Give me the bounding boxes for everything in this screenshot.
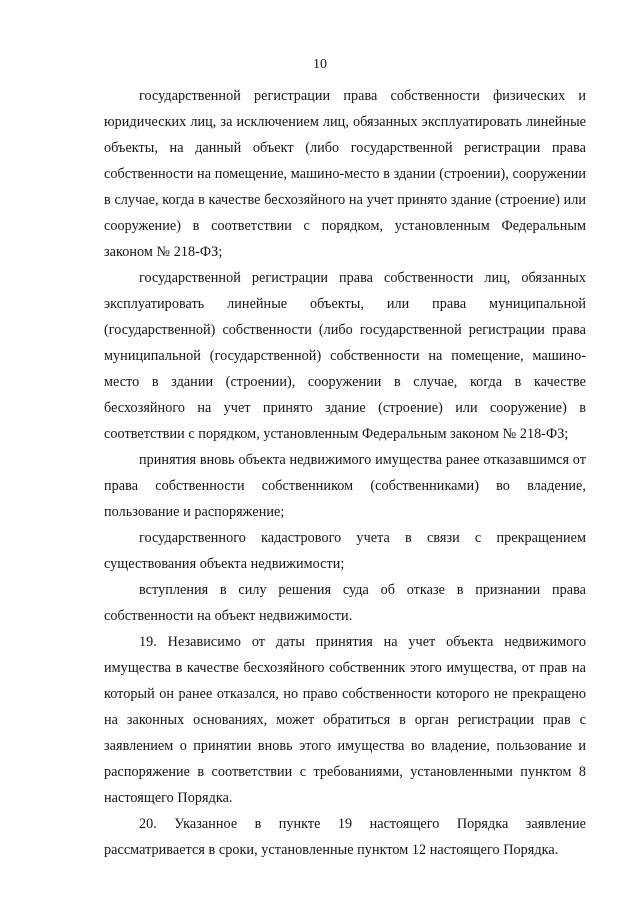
paragraph-acceptance-by-owner: принятия вновь объекта недвижимого имущества ранее отказавшимся от права собственности собственником (собственниками) во владение, пользование и распоряжение; bbox=[104, 452, 586, 520]
paragraph-registration-individuals: государственной регистрации права собственности физических и юридических лиц, за исключением лиц, обязанных эксплуатировать линейные объекты, на данный объект (либо государственной регистрации права собственности на помещение, машино-место в здании (строении), сооружении в случае, когда в качестве бесхозяйного на учет принято здание (строение) или сооружение) в соответствии с порядком, установленным Федеральным законом № 218-ФЗ; bbox=[104, 88, 586, 260]
paragraph-item-20: 20. Указанное в пункте 19 настоящего Порядка заявление рассматривается в сроки, установленные пунктом 12 настоящего Порядка. bbox=[104, 816, 586, 858]
page-number: 10 bbox=[313, 57, 327, 72]
paragraph-court-decision: вступления в силу решения суда об отказе в признании права собственности на объект недвижимости. bbox=[104, 582, 586, 624]
document-body bbox=[104, 83, 586, 863]
paragraph-registration-municipal: государственной регистрации права собственности лиц, обязанных эксплуатировать линейные объекты, или права муниципальной (государственной) собственности (либо государственной регистрации права муниципальной (государственной) собственности на помещение, машино-место в здании (строении), сооружении в случае, когда в качестве бесхозяйного на учет принято здание (строение) или сооружение) в соответствии с порядком, установленным Федеральным законом № 218-ФЗ; bbox=[104, 270, 586, 442]
paragraph-item-19: 19. Независимо от даты принятия на учет объекта недвижимого имущества в качестве бесхозяйного собственник этого имущества, от прав на который он ранее отказался, но право собственности которого не прекращено на законных основаниях, может обратиться в орган регистрации прав с заявлением о принятии вновь этого имущества во владение, пользование и распоряжение в соответствии с требованиями, установленными пунктом 8 настоящего Порядка. bbox=[104, 634, 586, 806]
paragraph-cadastral-registration: государственного кадастрового учета в связи с прекращением существования объекта недвижимости; bbox=[104, 530, 586, 572]
